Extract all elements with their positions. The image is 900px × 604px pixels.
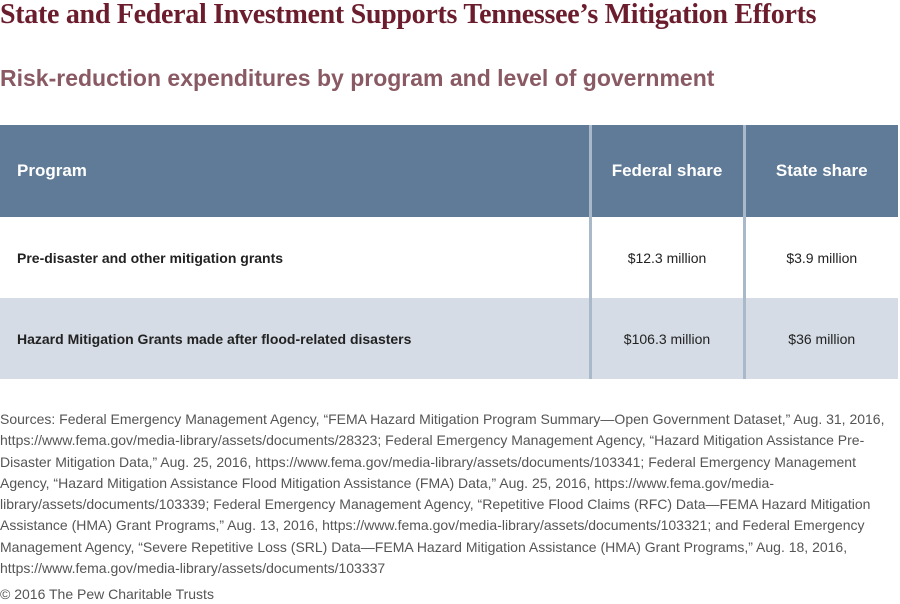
program-cell: Pre-disaster and other mitigation grants — [17, 249, 284, 266]
program-cell: Hazard Mitigation Grants made after flood-related disasters — [17, 330, 412, 347]
state-share-cell: $36 million — [744, 298, 898, 379]
page-subtitle: Risk-reduction expenditures by program and level of government — [0, 65, 715, 91]
table-header-row — [0, 125, 898, 217]
header-program: Program — [17, 161, 87, 180]
federal-share-cell: $106.3 million — [590, 298, 744, 379]
table-row — [0, 298, 898, 379]
table-row — [0, 217, 898, 298]
copyright-note: © 2016 The Pew Charitable Trusts — [0, 586, 214, 602]
federal-share-cell: $12.3 million — [590, 217, 744, 298]
header-federal-share: Federal share — [590, 125, 744, 217]
state-share-cell: $3.9 million — [744, 217, 898, 298]
expenditures-table — [0, 125, 898, 379]
sources-note: Sources: Federal Emergency Management Agency, “FEMA Hazard Mitigation Program Summary—Open Government Dataset,” Aug. 31, 2016, https://www.fema.gov/media-library/assets/documents/28323; Federal Emergency Management Agency, “Hazard Mitigation Assistance Pre-Disaster Mitigation Data,” Aug. 25, 2016, https://www.fema.gov/media-library/assets/documents/103341; Federal Emergency Management Agency, “Hazard Mitigation Assistance Flood Mitigation Assistance (FMA) Data,” Aug. 25, 2016, https://www.fema.gov/media-library/assets/documents/103339; Federal Emergency Management Agency, “Repetitive Flood Claims (RFC) Data—FEMA Hazard Mitigation Assistance (HMA) Grant Programs,” Aug. 13, 2016, https://www.fema.gov/media-library/assets/documents/103321; and Federal Emergency Management Agency, “Severe Repetitive Loss (SRL) Data—FEMA Hazard Mitigation Assistance (HMA) Grant Programs,” Aug. 18, 2016, https://www.fema.gov/media-library/assets/documents/103337 — [0, 411, 885, 577]
page-title: State and Federal Investment Supports Tennessee’s Mitigation Efforts — [0, 0, 817, 30]
header-state-share: State share — [744, 125, 898, 217]
